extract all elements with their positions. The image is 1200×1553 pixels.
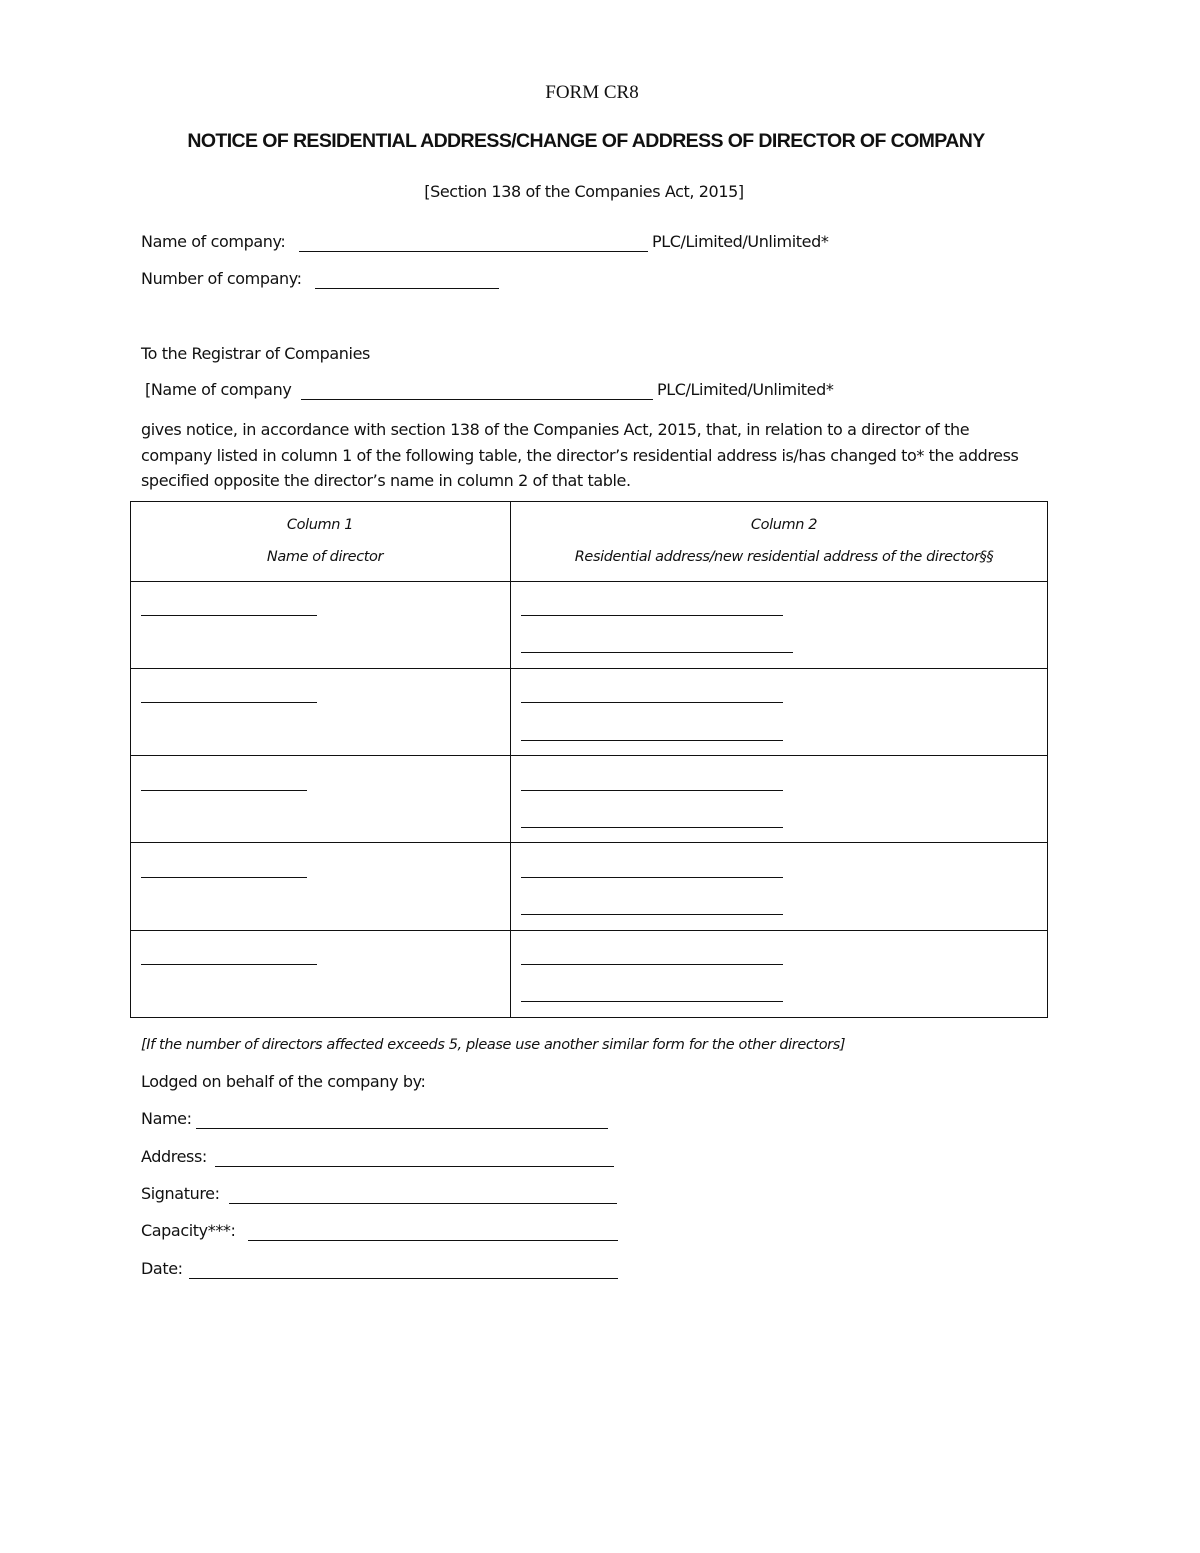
company-number-label: Number of company: — [141, 269, 302, 288]
table-row-divider — [130, 668, 1048, 669]
table-row-divider — [130, 930, 1048, 931]
notice-company-type-options: PLC/Limited/Unlimited* — [657, 380, 834, 399]
section-reference: [Section 138 of the Companies Act, 2015] — [424, 182, 744, 201]
addressee: To the Registrar of Companies — [141, 344, 370, 363]
address-label: Address: — [141, 1147, 207, 1166]
page-title: NOTICE OF RESIDENTIAL ADDRESS/CHANGE OF ADDRESS OF DIRECTOR OF COMPANY — [187, 130, 985, 152]
notice-company-label: [Name of company — [145, 380, 292, 399]
company-name-field[interactable] — [299, 251, 648, 252]
director-name-field[interactable] — [141, 702, 317, 703]
signature-field[interactable] — [229, 1203, 617, 1204]
date-label: Date: — [141, 1259, 183, 1278]
table-note: [If the number of directors affected exceeds 5, please use another similar form for the other directors] — [141, 1037, 846, 1053]
company-number-field[interactable] — [315, 288, 499, 289]
name-field[interactable] — [196, 1128, 608, 1129]
director-name-field[interactable] — [141, 964, 317, 965]
director-address-field[interactable] — [521, 790, 783, 791]
director-name-field[interactable] — [141, 877, 307, 878]
director-address-field[interactable] — [521, 914, 783, 915]
column-1-subheading: Name of director — [266, 549, 384, 565]
director-address-field[interactable] — [521, 827, 783, 828]
director-address-field[interactable] — [521, 877, 783, 878]
director-address-field[interactable] — [521, 1001, 783, 1002]
table-row-divider — [130, 755, 1048, 756]
director-address-field[interactable] — [521, 615, 783, 616]
company-name-label: Name of company: — [141, 232, 286, 251]
column-1-heading: Column 1 — [286, 517, 354, 533]
company-type-options: PLC/Limited/Unlimited* — [652, 232, 829, 251]
capacity-label: Capacity***: — [141, 1221, 236, 1240]
table-row-divider — [130, 842, 1048, 843]
director-address-field[interactable] — [521, 964, 783, 965]
director-name-field[interactable] — [141, 790, 307, 791]
signature-label: Signature: — [141, 1184, 220, 1203]
name-label: Name: — [141, 1109, 192, 1128]
date-field[interactable] — [189, 1278, 618, 1279]
director-address-field[interactable] — [521, 702, 783, 703]
director-address-field[interactable] — [521, 740, 783, 741]
table-column-divider — [510, 501, 511, 1018]
directors-table — [130, 501, 1048, 1018]
notice-paragraph: gives notice, in accordance with section 138 of the Companies Act, 2015, that, in relation to a director of the company listed in column 1 of the following table, the director’s residential address is/has changed to* the address specified opposite the director’s name in column 2 of that table. — [141, 420, 1019, 490]
director-name-field[interactable] — [141, 615, 317, 616]
form-code: FORM CR8 — [545, 82, 639, 103]
column-2-subheading: Residential address/new residential address of the director§§ — [574, 549, 994, 565]
director-address-field[interactable] — [521, 652, 793, 653]
column-2-heading: Column 2 — [750, 517, 818, 533]
address-field[interactable] — [215, 1166, 614, 1167]
capacity-field[interactable] — [248, 1240, 618, 1241]
notice-company-name-field[interactable] — [301, 399, 653, 400]
table-header-divider — [130, 581, 1048, 582]
lodged-by-heading: Lodged on behalf of the company by: — [141, 1072, 426, 1091]
